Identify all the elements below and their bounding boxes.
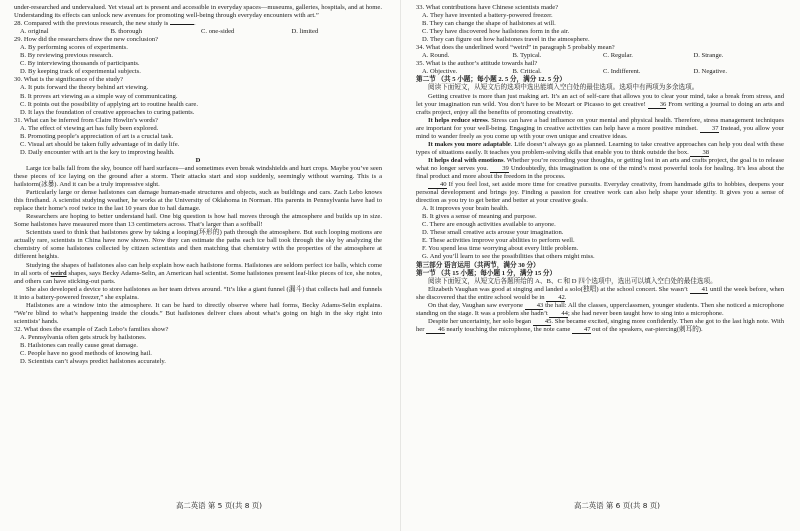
left-column	[14, 4, 382, 366]
option: B. By reviewing previous research.	[20, 52, 114, 60]
option: D. Daily encounter with art is the key to improving health.	[20, 148, 175, 156]
question-32: 32. What does the example of Zach Lebo’s families show?	[14, 325, 169, 333]
question-31: 31. What can be inferred from Claire Howlin’s words?	[14, 116, 158, 124]
right-column	[416, 4, 784, 334]
cloze-paragraph-5: 40 If you feel lost, set aside more time for creative pursuits. Everyday creativity, from handmade gifts to hobbies, deepens your personal development and brings joy. Finding a passion for creative work can also help shape your identity. It gives you a sense of direction as you try to get better and better at your creative goals.	[416, 181, 784, 205]
option: G. And you’ll learn to see the possibilities that others might miss.	[422, 253, 595, 261]
part-3-instructions: 阅读下面短文，从短文后各题所给的 A、B、C 和 D 四个选项中，选出可以填入空白处的最佳选项。	[428, 277, 717, 285]
option: A. By performing scores of experiments.	[20, 44, 128, 52]
option: B. It proves art viewing as a simple way of communicating.	[20, 92, 178, 100]
blank-37: 37	[700, 125, 719, 133]
option: C. People have no good methods of knowing hail.	[20, 350, 152, 358]
passage-d-paragraph-3: Researchers are hoping to better understand hail. One big question is how hail moves through the atmosphere and builds up in size. Some hailstones have measured more than 13 centimeters across. That’s larger than a softball!	[14, 213, 382, 229]
blank-41: 41	[690, 286, 709, 294]
question-35-options: A. Objective. B. Critical. C. Indifferent. D. Negative.	[422, 68, 728, 76]
section-2-title: 第二节 （共 5 小题；每小题 2. 5 分，满分 12. 5 分）	[416, 76, 567, 84]
cloze-paragraph-2: It helps reduce stress. Stress can have a bad influence on your mental and physical health. Therefore, stress management techniques are important for your well-being. Engaging in creative activities can help have a more positive mindset. 37 Instead, you allow your mind to wander freely as you come up with your own unique and creative ideas.	[416, 116, 784, 140]
cloze-paragraph-4: It helps deal with emotions. Whether you’re recording your thoughts, or getting lost in an arts and crafts project, the goal is to release what no longer serves you. 39 Undoubtedly, this imagination is one of the mind’s most powerful tools for healing. It’s less about the final product and more about the freedom in the process.	[416, 156, 785, 180]
story-paragraph-1: Elizabeth Vaughan was good at singing and landed a solo(独唱) at the school concert. She wasn’t 41 until the week before, when she discovered that the entire school would be in 42.	[416, 285, 784, 301]
option: D. Scientists can’t always predict hailstones accurately.	[20, 358, 166, 366]
option: A. The effect of viewing art has fully been explored.	[20, 124, 159, 132]
underlined-word: weird	[50, 269, 67, 277]
cloze-paragraph-3: It makes you more adaptable. Life doesn’t always go as planned. Learning to take creative approaches can help you deal with these types of situations easily. It teaches you problem-solving skills that enable you to think outside the box. 38	[416, 140, 784, 156]
option: A. It improves your brain health.	[422, 205, 509, 213]
option: D. These small creative acts arouse your imagination.	[422, 229, 564, 237]
question-34-options: A. Round. B. Typical. C. Regular. D. Strange.	[422, 52, 724, 60]
option: B. Promoting people’s appreciation of art is a crucial task.	[20, 132, 174, 140]
option: C. There are enough activities available to anyone.	[422, 221, 556, 229]
section-d-heading: D	[195, 156, 201, 164]
passage-d-paragraph-1: Large ice balls fall from the sky, bounce off hard surfaces—and sometimes even break windshields and hurt crops. Maybe you’ve seen these pieces of ice laying on the ground after a storm. Their attacks start and stop suddenly, seemingly without warning. This is a hailstorm(冰暴). And it can be a truly impressive sight.	[14, 164, 382, 189]
part-3-title: 第三部分 语言运用（共两节，满分 30 分）	[416, 261, 540, 269]
blank-39: 39	[490, 165, 509, 173]
passage-c-ending: under-researched and undervalued. Yet visual art is present and accessible in everyday spaces—museums, galleries, hospitals, and at home. Understanding its effects can unlock new avenues for promoting well-being through everyday encounters with art.”	[14, 4, 382, 20]
option: A. They have invented a battery-powered freezer.	[422, 12, 553, 20]
option: A. It puts forward the theory behind art viewing.	[20, 84, 149, 92]
option: D. They can figure out how hailstones travel in the atmosphere.	[422, 36, 590, 44]
option: D. It lays the foundation of creative approaches to curing patients.	[20, 108, 195, 116]
cloze-paragraph-1: Getting creative is more than just making art. It’s an act of self-care that allows you to clear your mind, take a break from stress, and let your imagination run wild. You don’t have to be Mozart or Picasso to get creative! 36 From writing a journal to doing an arts and crafts project, enjoy all the benefits of promoting creativity.	[416, 92, 784, 116]
option: C. By interviewing thousands of participants.	[20, 60, 140, 68]
question-30: 30. What is the significance of the study?	[14, 76, 124, 84]
option: C. It points out the possibility of applying art to routine health care.	[20, 100, 198, 108]
blank-43: 43	[525, 302, 544, 310]
option: C. Visual art should be taken fully advantage of in daily life.	[20, 140, 180, 148]
option: B. They can change the shape of hailstones at will.	[422, 20, 556, 28]
option: F. You spend less time worrying about every little problem.	[422, 245, 579, 253]
option: E. These activities improve your abilities to perform well.	[422, 237, 575, 245]
option: A. Pennsylvania often gets struck by hailstones.	[20, 333, 147, 341]
question-33: 33. What contributions have Chinese scientists made?	[416, 4, 559, 11]
blank-44: 44	[549, 310, 568, 318]
question-28-options: A. original B. thorough C. one-sided D. limited	[20, 28, 319, 36]
passage-d-paragraph-4: Scientists used to think that hailstones grew by taking a looping(环形的) path through the atmosphere. But such looping motions are actually rare, scientists in China have now shown. Now they can estimate the paths each ice ball took through the sky by analyzing the chemistry of some hailstones collected by citizen scientists and then matching that chemistry with the properties of the atmosphere at different heights.	[14, 229, 382, 261]
question-29: 29. How did the researchers draw the new conclusion?	[14, 36, 159, 44]
blank-47: 47	[572, 326, 591, 334]
section-2-instructions: 阅读下面短文，从短文后的选项中选出能填入空白处的最佳选项。选项中有两项为多余选项。	[428, 84, 699, 92]
column-divider	[400, 0, 401, 531]
blank-36: 36	[648, 101, 667, 109]
story-paragraph-3: Despite her uncertainty, her solo began 45. She became excited, singing more confidently. Then she got to the last high note. With her 46 nearly touching the microphone, the note came 47 out of the speakers, ear-piercing(刺耳的).	[416, 317, 784, 333]
option: B. Hailstones can really cause great damage.	[20, 341, 138, 349]
option: B. It gives a sense of meaning and purpose.	[422, 213, 537, 221]
passage-d-paragraph-5: Studying the shapes of hailstones also can help explain how each hailstone forms. Hailstones are seldom perfect ice balls, which come in all sorts of weird shapes, says Becky Adams-Selin, an American hail scientist. Some hailstones present leaf-like pieces of ice, she notes, and others can have sticking-out parts.	[14, 261, 382, 285]
option: D. By keeping track of experimental subjects.	[20, 68, 141, 76]
question-28: 28. Compared with the previous research, the new study is .	[14, 20, 196, 28]
story-paragraph-2: On that day, Vaughan saw everyone 43 the hall: All the classes, upperclassmen, younger students. Then she noticed a microphone standing on the stage. It was a problem she hadn’t 44; she had never been taught how to sing into a microphone.	[416, 301, 784, 317]
question-35: 35. What is the author’s attitude towards hail?	[416, 60, 538, 68]
option: C. They have discovered how hailstones form in the air.	[422, 28, 570, 36]
page-footer-right: 高二英语 第 6 页(共 8 页)	[574, 501, 661, 510]
blank-40: 40	[428, 181, 447, 189]
page-footer-left: 高二英语 第 5 页(共 8 页)	[176, 501, 263, 510]
blank-45: 45	[533, 318, 552, 326]
answer-blank	[170, 24, 194, 25]
passage-d-paragraph-6: She also developed a device to store hailstones as her team drives around. “It’s like a giant funnel (漏斗) that collects hail and funnels it into a battery-powered freezer,” she explains.	[14, 285, 382, 301]
question-34: 34. What does the underlined word “weird” in paragraph 5 probably mean?	[416, 44, 615, 52]
section-1-title: 第一节 （共 15 小题；每小题 1 分，满分 15 分）	[416, 269, 557, 277]
blank-46: 46	[426, 326, 445, 334]
blank-42: 42	[546, 294, 565, 302]
blank-38: 38	[690, 149, 709, 157]
passage-d-paragraph-7: Hailstones are a window into the atmosphere. It can be hard to directly observe where hail forms, Becky Adams-Selin explains. “We’re blind to what’s happening inside the clouds.” But hailstones deliver clues about what’s going on high in the sky right into scientists’ hands.	[14, 301, 382, 325]
passage-d-paragraph-2: Particularly large or dense hailstones can damage human-made structures and objects, such as buildings and cars. Zach Lebo knows this firsthand. A scientist studying weather, he works at the University of Oklahoma in Norman. His parents in Pennsylvania have had to replace their home’s roof twice in the last 10 years due to hail damage.	[14, 189, 382, 213]
